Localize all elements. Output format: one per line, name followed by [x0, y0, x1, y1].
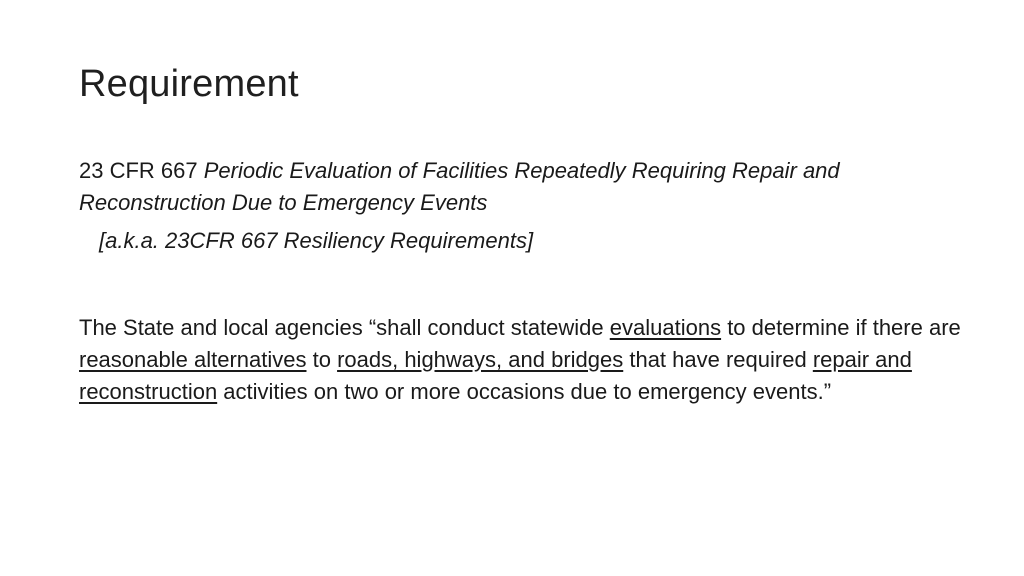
aka-note: [a.k.a. 23CFR 667 Resiliency Requirements]	[99, 228, 534, 253]
regulation-code: 23 CFR 667	[79, 158, 198, 183]
term-evaluations: evaluations	[609, 315, 722, 340]
quote-text: to	[306, 347, 338, 372]
regulation-citation	[79, 155, 969, 219]
term-roads-highways-bridges: roads, highways, and bridges	[337, 347, 624, 372]
quote-text: that have required	[623, 347, 813, 372]
requirement-quote	[79, 312, 969, 408]
quote-text: The State and local agencies “shall conduct statewide	[79, 315, 610, 340]
slide-title: Requirement	[79, 63, 299, 105]
regulation-title: Periodic Evaluation of Facilities Repeatedly Requiring Repair and Reconstruction Due to Emergency Events	[79, 158, 840, 215]
term-reasonable-alternatives: reasonable alternatives	[79, 347, 307, 372]
quote-text: to determine if there are	[721, 315, 961, 340]
term-repair-reconstruction: repair and reconstruction	[79, 347, 912, 404]
quote-text: activities on two or more occasions due to emergency events.”	[217, 379, 832, 404]
slide-body	[79, 155, 969, 408]
